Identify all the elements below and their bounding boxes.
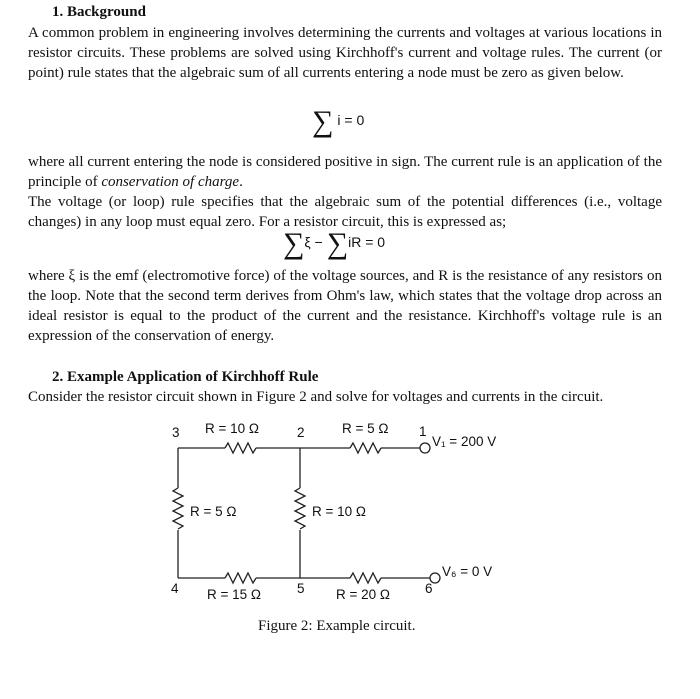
resistor-5-6 (350, 573, 381, 583)
label-v1: V₁ = 200 V (432, 434, 497, 449)
label-r-4-5: R = 15 Ω (207, 587, 261, 602)
resistor-4-5 (225, 573, 256, 583)
resistor-3-4 (173, 488, 183, 529)
summation-symbol: ∑ (326, 227, 349, 260)
label-r-2-5: R = 10 Ω (312, 504, 366, 519)
equation-voltage-rule-part-1: ξ − (304, 234, 323, 250)
summation-symbol: ∑ (312, 105, 334, 138)
resistor-2-1 (350, 443, 381, 453)
background-paragraph-3: The voltage (or loop) rule specifies that the algebraic sum of the potential differences (i.e., voltage changes) in any loop must equal zero. For a resistor circuit, this is expressed as; (28, 194, 662, 230)
node-label-4: 4 (171, 581, 179, 596)
label-r-2-1: R = 5 Ω (342, 421, 389, 436)
node-label-2: 2 (297, 425, 305, 440)
section-heading-example: 2. Example Application of Kirchhoff Rule (52, 369, 319, 385)
node-label-5: 5 (297, 581, 305, 596)
label-r-5-6: R = 20 Ω (336, 587, 390, 602)
label-v6: V₆ = 0 V (442, 564, 493, 579)
node-label-6: 6 (425, 581, 433, 596)
node-label-3: 3 (172, 425, 180, 440)
example-paragraph-1: Consider the resistor circuit shown in Figure 2 and solve for voltages and currents in the circuit. (28, 389, 604, 405)
node-label-1: 1 (419, 424, 427, 439)
section-heading-background: 1. Background (52, 4, 146, 20)
label-r-3-2: R = 10 Ω (205, 421, 259, 436)
resistor-2-5 (295, 488, 305, 529)
label-r-3-4: R = 5 Ω (190, 504, 237, 519)
background-paragraph-1: A common problem in engineering involves determining the currents and voltages at various locations in resistor circuits. These problems are solved using Kirchhoff's current and voltage rules. The current (or point) rule states that the algebraic sum of all currents entering a node must be zero as given below. (28, 25, 662, 81)
summation-symbol: ∑ (283, 227, 305, 260)
terminal-1 (420, 443, 430, 453)
paragraph-2-emphasis: conservation of charge (101, 174, 240, 190)
equation-current-rule-text: i = 0 (337, 112, 365, 128)
paragraph-2-text: where all current entering the node is considered positive in sign. The current rule is an application of the principle of (28, 154, 662, 190)
equation-voltage-rule-part-2: iR = 0 (348, 234, 386, 250)
paragraph-2-end: . (239, 174, 243, 190)
figure-caption: Figure 2: Example circuit. (258, 618, 416, 634)
resistor-3-2 (225, 443, 256, 453)
background-paragraph-4: where ξ is the emf (electromotive force) of the voltage sources, and R is the resistance of any resistors on the loop. Note that the second term derives from Ohm's law, which states that the voltage drop across an ideal resistor is equal to the product of the current and the resistance. Kirchhoff's voltage rule is an expression of the conservation of energy. (28, 268, 662, 344)
